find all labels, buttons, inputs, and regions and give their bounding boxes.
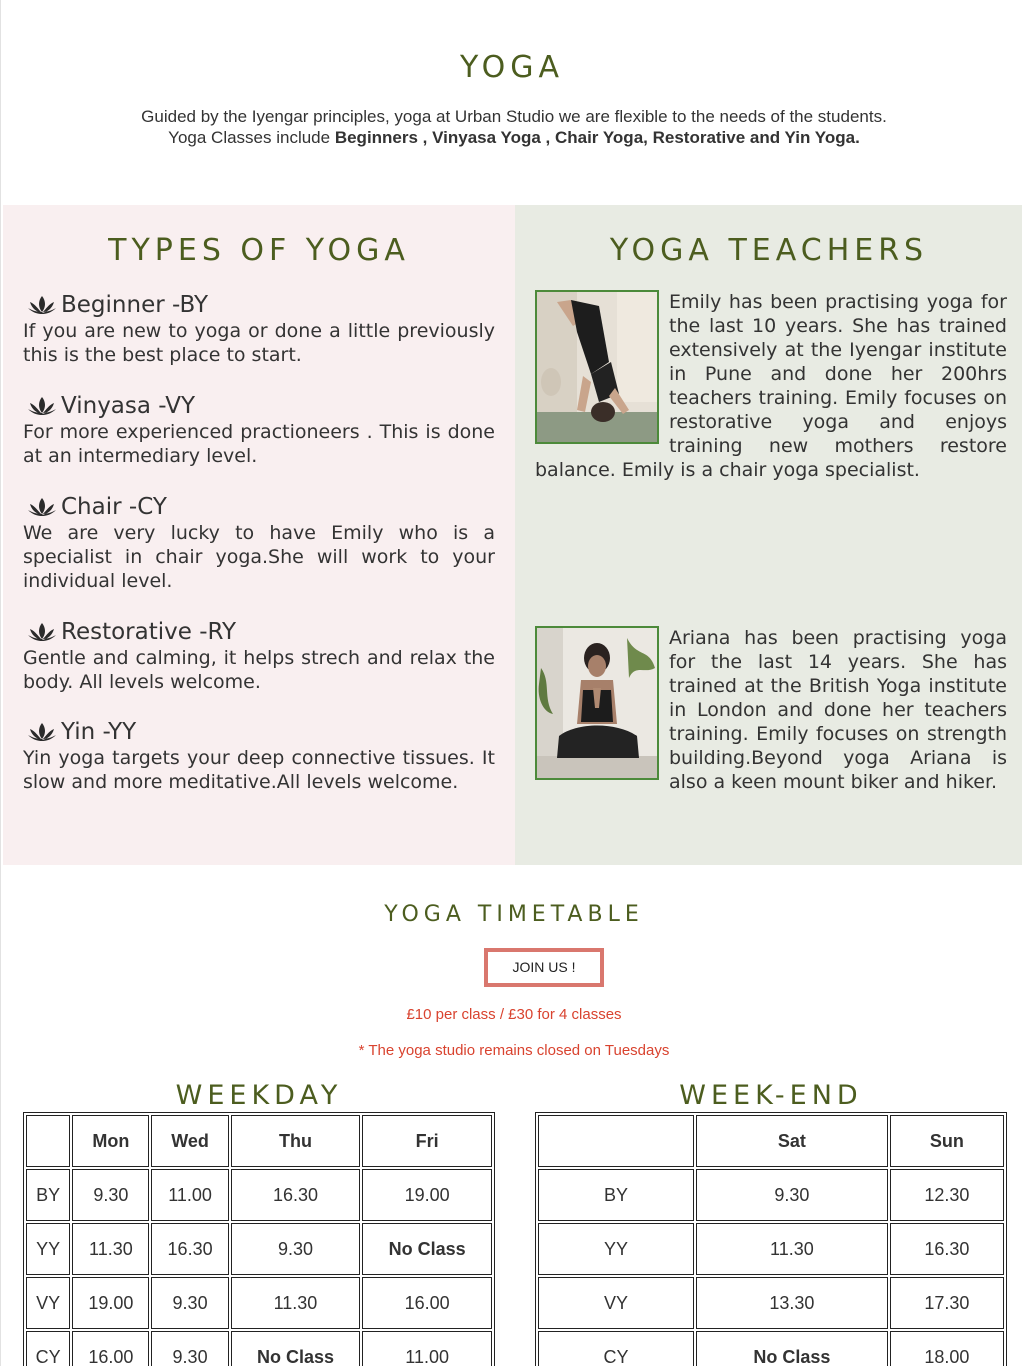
table-cell: 9.30 bbox=[696, 1169, 888, 1221]
table-row bbox=[26, 1277, 492, 1329]
table-row bbox=[26, 1169, 492, 1221]
table-cell: 16.30 bbox=[151, 1223, 228, 1275]
yoga-type-vinyasa bbox=[23, 392, 495, 468]
types-title: TYPES OF YOGA bbox=[108, 233, 410, 268]
lotus-icon bbox=[27, 395, 57, 417]
teacher-bio: Emily has been practising yoga for the last 10 years. She has trained extensively at the Iyengar institute in Pune and done her 200hrs teachers training. Emily focuses on restorative yoga and enjoys training new mothers restore balance. Emily is a chair yoga specialist. bbox=[535, 291, 1007, 481]
table-cell: 11.30 bbox=[231, 1277, 361, 1329]
table-cell: 16.30 bbox=[890, 1223, 1004, 1275]
table-cell: 16.00 bbox=[362, 1277, 492, 1329]
table-row bbox=[538, 1169, 1004, 1221]
yoga-type-restorative bbox=[23, 618, 495, 694]
table-cell: YY bbox=[538, 1223, 694, 1275]
table-cell: No Class bbox=[362, 1223, 492, 1275]
table-cell: 9.30 bbox=[231, 1223, 361, 1275]
teacher-photo-image bbox=[537, 292, 657, 442]
page-title: YOGA bbox=[459, 50, 565, 85]
table-row bbox=[26, 1223, 492, 1275]
yoga-type-name: Yin -YY bbox=[61, 719, 137, 745]
table-cell: 16.00 bbox=[72, 1331, 149, 1366]
yoga-type-chair bbox=[23, 493, 495, 593]
lotus-icon bbox=[27, 621, 57, 643]
table-header-cell: Thu bbox=[231, 1115, 361, 1167]
table-header-row bbox=[26, 1115, 492, 1167]
table-cell: BY bbox=[26, 1169, 70, 1221]
table-cell: 13.30 bbox=[696, 1277, 888, 1329]
table-cell: 9.30 bbox=[151, 1331, 228, 1366]
table-cell: 11.00 bbox=[151, 1169, 228, 1221]
teachers-title: YOGA TEACHERS bbox=[609, 233, 929, 268]
yoga-type-name: Vinyasa -VY bbox=[61, 393, 196, 419]
table-cell: No Class bbox=[231, 1331, 361, 1366]
yoga-type-name: Beginner -BY bbox=[61, 292, 209, 318]
lotus-icon bbox=[27, 496, 57, 518]
table-cell: 18.00 bbox=[890, 1331, 1004, 1366]
teacher-photo-image bbox=[537, 628, 657, 778]
table-cell: 12.30 bbox=[890, 1169, 1004, 1221]
yoga-type-desc: Yin yoga targets your deep connective tissues. It slow and more meditative.All levels welcome. bbox=[23, 747, 495, 793]
yoga-type-name: Chair -CY bbox=[61, 494, 167, 520]
weekday-title: WEEKDAY bbox=[175, 1080, 343, 1111]
table-row bbox=[538, 1223, 1004, 1275]
table-cell: No Class bbox=[696, 1331, 888, 1366]
table-cell: 11.30 bbox=[72, 1223, 149, 1275]
yoga-type-desc: We are very lucky to have Emily who is a specialist in chair yoga.She will work to your individual level. bbox=[23, 522, 495, 592]
class-list: Beginners , Vinyasa Yoga , Chair Yoga, Restorative and Yin Yoga. bbox=[334, 128, 860, 147]
yoga-type-desc: For more experienced practioneers . This is done at an intermediary level. bbox=[23, 421, 495, 467]
join-us-button[interactable]: JOIN US ! bbox=[484, 948, 604, 987]
table-cell: 11.00 bbox=[362, 1331, 492, 1366]
yoga-type-name: Restorative -RY bbox=[61, 619, 237, 645]
intro-line-1: Guided by the Iyengar principles, yoga at Urban Studio we are flexible to the needs of the students. bbox=[141, 107, 887, 126]
table-header-cell: Fri bbox=[362, 1115, 492, 1167]
table-header-cell bbox=[26, 1115, 70, 1167]
table-cell: BY bbox=[538, 1169, 694, 1221]
price-text: £10 per class / £30 for 4 classes bbox=[406, 1006, 622, 1023]
intro-text bbox=[1, 106, 1022, 148]
table-cell: CY bbox=[538, 1331, 694, 1366]
table-cell: YY bbox=[26, 1223, 70, 1275]
table-header-row bbox=[538, 1115, 1004, 1167]
table-cell: 9.30 bbox=[72, 1169, 149, 1221]
table-cell: VY bbox=[26, 1277, 70, 1329]
table-cell: 9.30 bbox=[151, 1277, 228, 1329]
table-header-cell: Wed bbox=[151, 1115, 228, 1167]
teacher-photo-ariana bbox=[535, 626, 659, 780]
weekend-title: WEEK-END bbox=[679, 1080, 863, 1111]
teacher-card-ariana bbox=[535, 626, 1007, 794]
yoga-type-desc: If you are new to yoga or done a little previously this is the best place to start. bbox=[23, 320, 495, 366]
intro-line-2: Yoga Classes include Beginners , Vinyasa Yoga , Chair Yoga, Restorative and Yin Yoga. bbox=[168, 128, 860, 147]
closed-note: * The yoga studio remains closed on Tuesdays bbox=[358, 1042, 670, 1059]
table-header-cell: Sat bbox=[696, 1115, 888, 1167]
table-cell: 17.30 bbox=[890, 1277, 1004, 1329]
table-cell: 19.00 bbox=[362, 1169, 492, 1221]
teacher-card-emily bbox=[535, 290, 1007, 482]
table-row bbox=[538, 1277, 1004, 1329]
table-cell: 19.00 bbox=[72, 1277, 149, 1329]
weekend-table bbox=[535, 1112, 1007, 1366]
yoga-type-yin bbox=[23, 718, 495, 794]
table-row bbox=[26, 1331, 492, 1366]
lotus-icon bbox=[27, 721, 57, 743]
lotus-icon bbox=[27, 294, 57, 316]
yoga-type-desc: Gentle and calming, it helps strech and relax the body. All levels welcome. bbox=[23, 647, 495, 693]
table-row bbox=[538, 1331, 1004, 1366]
table-header-cell bbox=[538, 1115, 694, 1167]
weekday-table bbox=[23, 1112, 495, 1366]
table-cell: 11.30 bbox=[696, 1223, 888, 1275]
timetable-title: YOGA TIMETABLE bbox=[384, 902, 644, 927]
table-cell: 16.30 bbox=[231, 1169, 361, 1221]
teacher-photo-emily bbox=[535, 290, 659, 444]
teacher-bio: Ariana has been practising yoga for the last 14 years. She has trained at the British Yoga institute in London and done her teachers training. Emily focuses on strength building.Beyond yoga Ariana is also a keen mount biker and hiker. bbox=[669, 627, 1007, 793]
types-of-yoga-panel bbox=[3, 205, 515, 865]
yoga-type-beginner bbox=[23, 291, 495, 367]
yoga-teachers-panel bbox=[515, 205, 1022, 865]
table-cell: VY bbox=[538, 1277, 694, 1329]
table-header-cell: Sun bbox=[890, 1115, 1004, 1167]
table-cell: CY bbox=[26, 1331, 70, 1366]
table-header-cell: Mon bbox=[72, 1115, 149, 1167]
